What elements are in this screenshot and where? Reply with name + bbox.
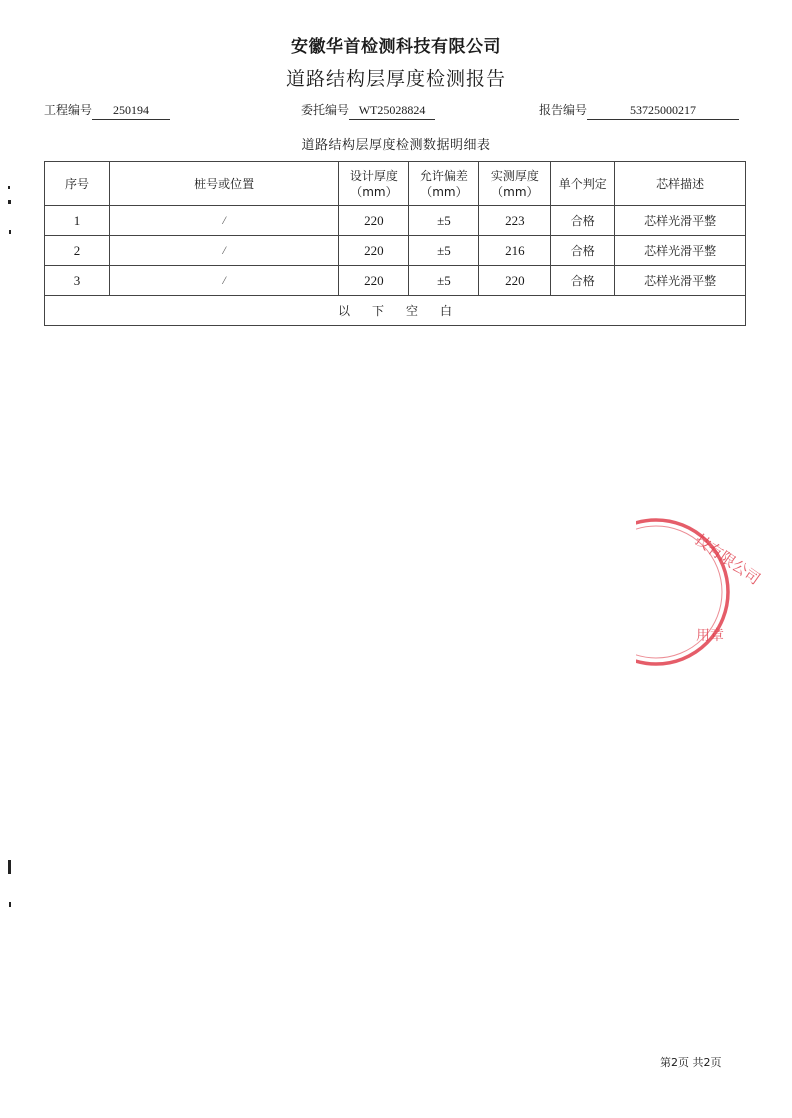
cell-tolerance: ±5 [409,206,479,236]
project-number [44,101,170,120]
report-number-value: 53725000217 [587,103,739,120]
project-number-value: 250194 [92,103,170,120]
cell-measured: 220 [479,266,551,296]
cell-description: 芯样光滑平整 [615,206,746,236]
header-tolerance [409,162,479,206]
project-number-label: 工程编号 [44,103,93,117]
header-measured-line1: 实测厚度 [490,168,539,183]
cell-judgement: 合格 [551,206,615,236]
thickness-data-table [44,161,746,326]
header-measured-thickness [479,162,551,206]
report-number [539,101,739,120]
table-row [45,206,746,236]
company-seal-stamp [636,512,786,672]
company-name: 安徽华首检测科技有限公司 [291,37,501,57]
table-title: 道路结构层厚度检测数据明细表 [301,138,491,153]
scan-speck [8,200,11,204]
cell-station: / [109,236,339,266]
cell-judgement: 合格 [551,236,615,266]
report-title: 道路结构层厚度检测报告 [285,68,506,90]
table-header-row [45,162,746,206]
cell-seq: 1 [45,206,110,236]
header-design-line2: （mm） [350,184,398,199]
header-measured-line2: （mm） [491,184,539,199]
cell-design: 220 [339,236,409,266]
header-design-line1: 设计厚度 [349,168,398,183]
cell-design: 220 [339,206,409,236]
report-number-label: 报告编号 [539,103,588,117]
header-station: 桩号或位置 [109,162,339,206]
scan-speck [9,230,11,234]
seal-sub-text: 用章 [696,628,724,644]
cell-description: 芯样光滑平整 [615,266,746,296]
cell-seq: 3 [45,266,110,296]
cell-tolerance: ±5 [409,266,479,296]
report-meta-row [44,101,746,121]
blank-row [45,296,746,326]
header-seq: 序号 [45,162,110,206]
seal-text: 技有限公司 [691,530,764,589]
cell-judgement: 合格 [551,266,615,296]
cell-seq: 2 [45,236,110,266]
cell-description: 芯样光滑平整 [615,236,746,266]
scan-speck [8,186,10,189]
table-row [45,236,746,266]
scan-speck [9,902,11,907]
cell-design: 220 [339,266,409,296]
page-number: 第2页 共2页 [660,1056,722,1069]
entrust-number-label: 委托编号 [301,103,350,117]
header-tolerance-line1: 允许偏差 [419,168,468,183]
cell-station: / [109,266,339,296]
scan-speck [8,860,11,874]
cell-station: / [109,206,339,236]
entrust-number-value: WT25028824 [349,103,435,120]
entrust-number [301,101,435,120]
header-judgement: 单个判定 [551,162,615,206]
table-row [45,266,746,296]
header-tolerance-line2: （mm） [420,184,468,199]
blank-note: 以下空白 [45,296,746,326]
cell-measured: 223 [479,206,551,236]
cell-measured: 216 [479,236,551,266]
cell-tolerance: ±5 [409,236,479,266]
header-description: 芯样描述 [615,162,746,206]
header-design-thickness [339,162,409,206]
